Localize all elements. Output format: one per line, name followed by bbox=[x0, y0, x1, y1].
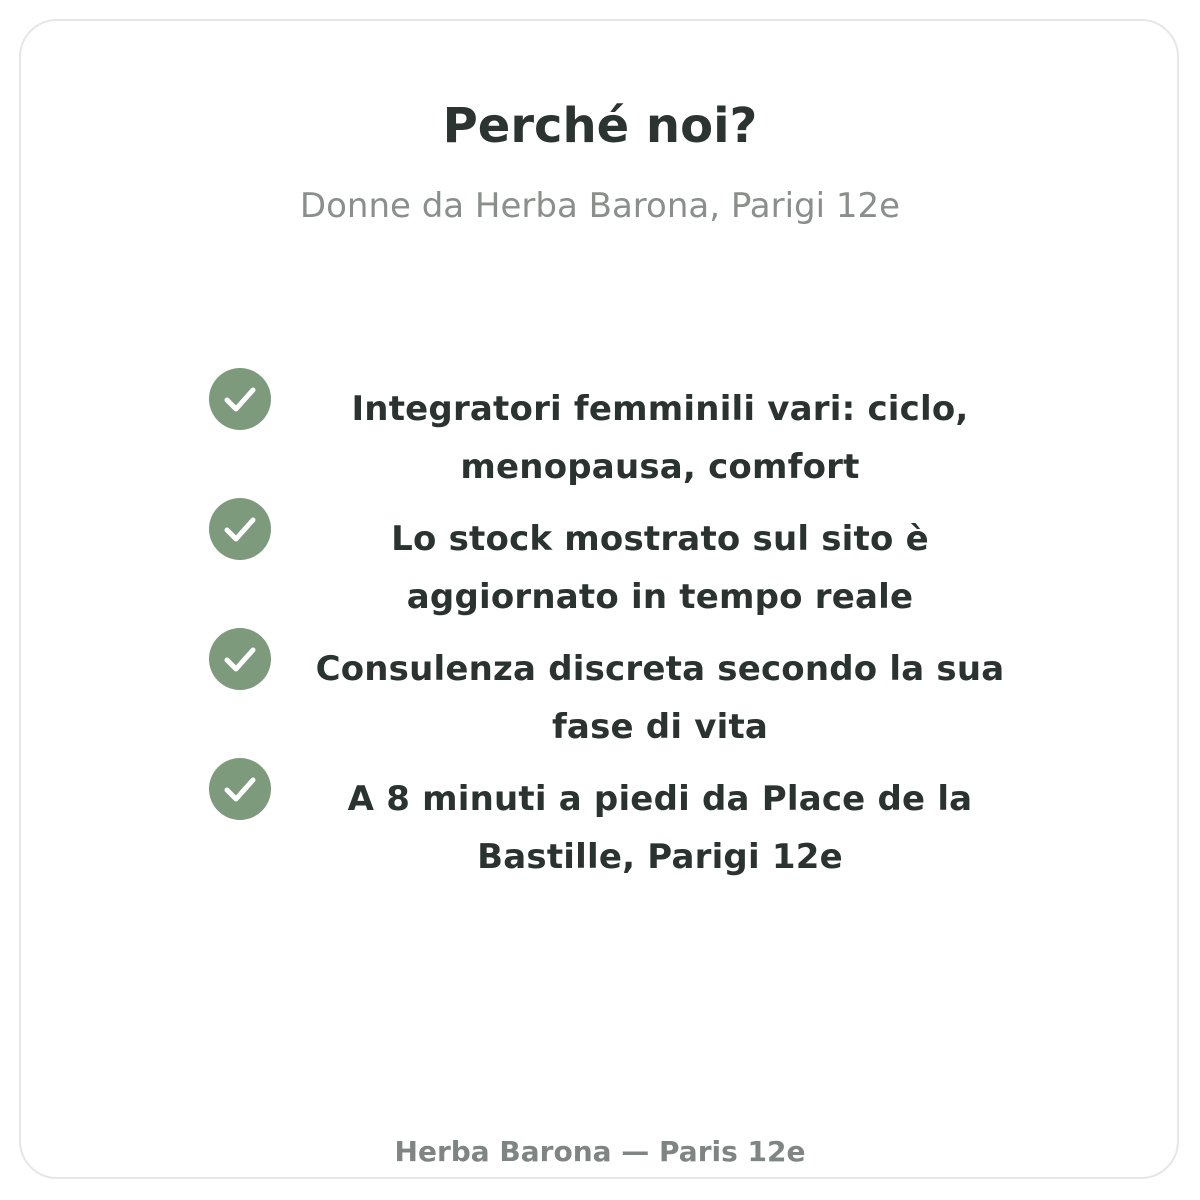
check-circle-icon bbox=[209, 758, 271, 820]
feature-item bbox=[0, 496, 1200, 626]
check-circle-icon bbox=[209, 368, 271, 430]
feature-item bbox=[0, 366, 1200, 496]
feature-item bbox=[0, 626, 1200, 756]
feature-text: A 8 minuti a piedi da Place de la Bastille, Parigi 12e bbox=[347, 779, 973, 877]
check-circle-icon bbox=[209, 628, 271, 690]
feature-text: Integratori femminili vari: ciclo, menopausa, comfort bbox=[351, 389, 969, 487]
feature-text: Consulenza discreta secondo la sua fase di vita bbox=[315, 649, 1005, 747]
page-subtitle: Donne da Herba Barona, Parigi 12e bbox=[299, 186, 901, 226]
footer-text: Herba Barona — Paris 12e bbox=[394, 1135, 806, 1168]
feature-item bbox=[0, 756, 1200, 886]
feature-text: Lo stock mostrato sul sito è aggiornato in tempo reale bbox=[391, 519, 929, 617]
page-title: Perché noi? bbox=[442, 98, 758, 154]
feature-list bbox=[0, 366, 1200, 886]
check-circle-icon bbox=[209, 498, 271, 560]
